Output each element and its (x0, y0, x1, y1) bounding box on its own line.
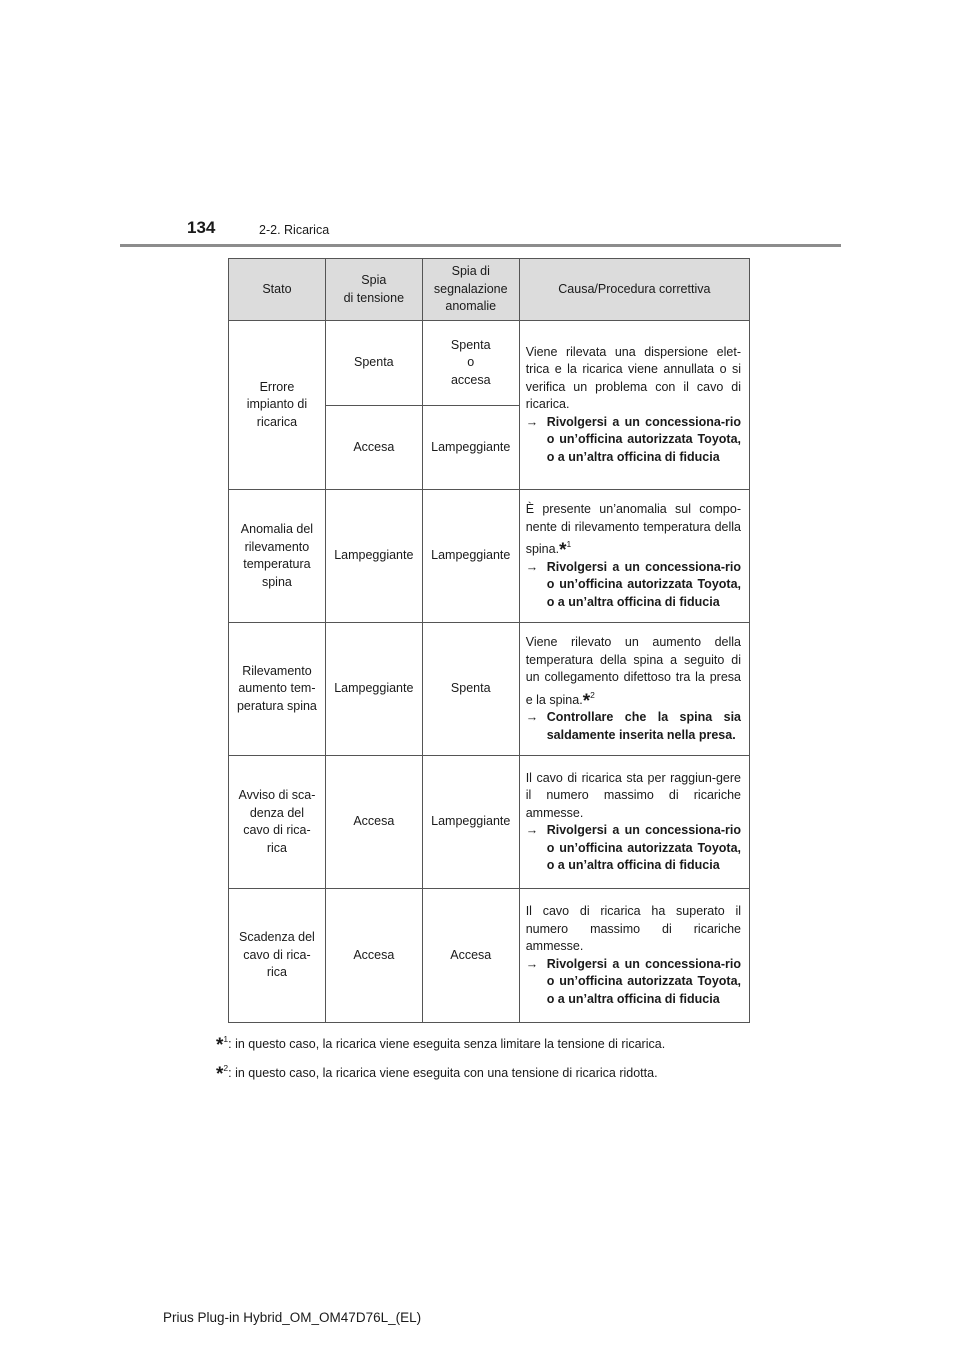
footnote (216, 1030, 666, 1056)
cause-text: Il cavo di ricarica sta per raggiun-gere il numero massimo di ricariche ammesse. (525, 770, 741, 820)
arrow-right-icon: → (525, 414, 539, 429)
cause-cell (519, 321, 749, 490)
col-header-status: Stato (229, 259, 326, 321)
warning-light-cell: Accesa (422, 889, 519, 1023)
col-header-warning-light: Spia di segnalazione anomalie (422, 259, 519, 321)
table-row (229, 490, 750, 623)
section-title: 2-2. Ricarica (259, 223, 330, 237)
status-cell: Rilevamento aumento tem- peratura spina (229, 623, 326, 756)
status-cell: Anomalia del rilevamento temperatura spina (229, 490, 326, 623)
footnote-star: * (559, 540, 567, 561)
charging-status-table (228, 258, 750, 1023)
table-row (229, 889, 750, 1023)
footnote-number: 2 (223, 1063, 229, 1073)
corrective-action: → Controllare che la spina sia saldamente inserita nella presa. (525, 710, 741, 742)
footnote-star: * (216, 1035, 224, 1056)
table-header-row (229, 259, 750, 321)
arrow-right-icon: → (525, 823, 539, 837)
corrective-action: → Rivolgersi a un concessiona-rio o un’officina autorizzata Toyota, o a un’altra officina di fiducia (525, 559, 741, 609)
voltage-light-cell: Accesa (325, 889, 422, 1023)
col-header-voltage-light: Spia di tensione (325, 259, 422, 321)
cause-cell (519, 756, 749, 889)
cause-cell (519, 623, 749, 756)
warning-light-cell: Lampeggiante (422, 490, 519, 623)
corrective-action: → Rivolgersi a un concessiona-rio o un’officina autorizzata Toyota, o a un’altra officina di fiducia (525, 823, 741, 872)
footnote-star: * (582, 690, 591, 712)
footnote-text: : in questo caso, la ricarica viene eseguita senza limitare la tensione di ricarica. (228, 1037, 666, 1051)
footnotes (216, 1030, 665, 1088)
status-cell: Scadenza del cavo di rica- rica (229, 889, 326, 1023)
cause-text: È presente un’anomalia sul compo-nente di rilevamento temperatura della spina.*$^1$ (525, 502, 741, 561)
cause-cell (519, 889, 749, 1023)
table-row (229, 623, 750, 756)
arrow-right-icon: → (525, 710, 539, 724)
cause-cell (519, 490, 749, 623)
footnote-text: : in questo caso, la ricarica viene eseguita con una tensione di ricarica ridotta. (228, 1066, 658, 1080)
col-header-cause: Causa/Procedura correttiva (519, 259, 749, 321)
warning-light-cell: Lampeggiante (422, 406, 519, 490)
footnote-ref: 1 (566, 539, 572, 549)
voltage-light-cell: Lampeggiante (325, 490, 422, 623)
footnote (216, 1059, 665, 1085)
voltage-light-cell: Accesa (325, 756, 422, 889)
footnote-number: 1 (223, 1034, 229, 1044)
warning-light-cell: Spenta o accesa (422, 321, 519, 406)
footer-doc-id: Prius Plug-in Hybrid_OM_OM47D76L_(EL) (163, 1310, 422, 1325)
table-row (229, 321, 750, 406)
warning-light-cell: Spenta (422, 623, 519, 756)
footnote-star: * (216, 1064, 224, 1085)
table-row (229, 756, 750, 889)
corrective-action: → Rivolgersi a un concessiona-rio o un’officina autorizzata Toyota, o a un’altra officina di fiducia (525, 956, 741, 1006)
page-number: 134 (187, 218, 216, 237)
voltage-light-cell: Lampeggiante (325, 623, 422, 756)
status-cell: Avviso di sca- denza del cavo di rica- rica (229, 756, 326, 889)
arrow-right-icon: → (525, 956, 539, 971)
header-rule (120, 244, 841, 247)
warning-light-cell: Lampeggiante (422, 756, 519, 889)
arrow-right-icon: → (525, 559, 539, 574)
cause-text: Viene rilevato un aumento della temperatura della spina a seguito di un collegamento difettoso tra la presa e la spina.*$^2$ (525, 635, 741, 712)
voltage-light-cell: Spenta (325, 321, 422, 406)
status-cell: Errore impianto di ricarica (229, 321, 326, 490)
footnote-ref: 2 (590, 689, 595, 700)
voltage-light-cell: Accesa (325, 406, 422, 490)
cause-text: Viene rilevata una dispersione elet-trica e la ricarica viene annullata o si verifica un problema con il cavo di ricarica. (525, 344, 741, 412)
cause-text: Il cavo di ricarica ha superato il numero massimo di ricariche ammesse. (525, 904, 741, 953)
corrective-action: → Rivolgersi a un concessiona-rio o un’officina autorizzata Toyota, o a un’altra officina di fiducia (525, 414, 741, 464)
